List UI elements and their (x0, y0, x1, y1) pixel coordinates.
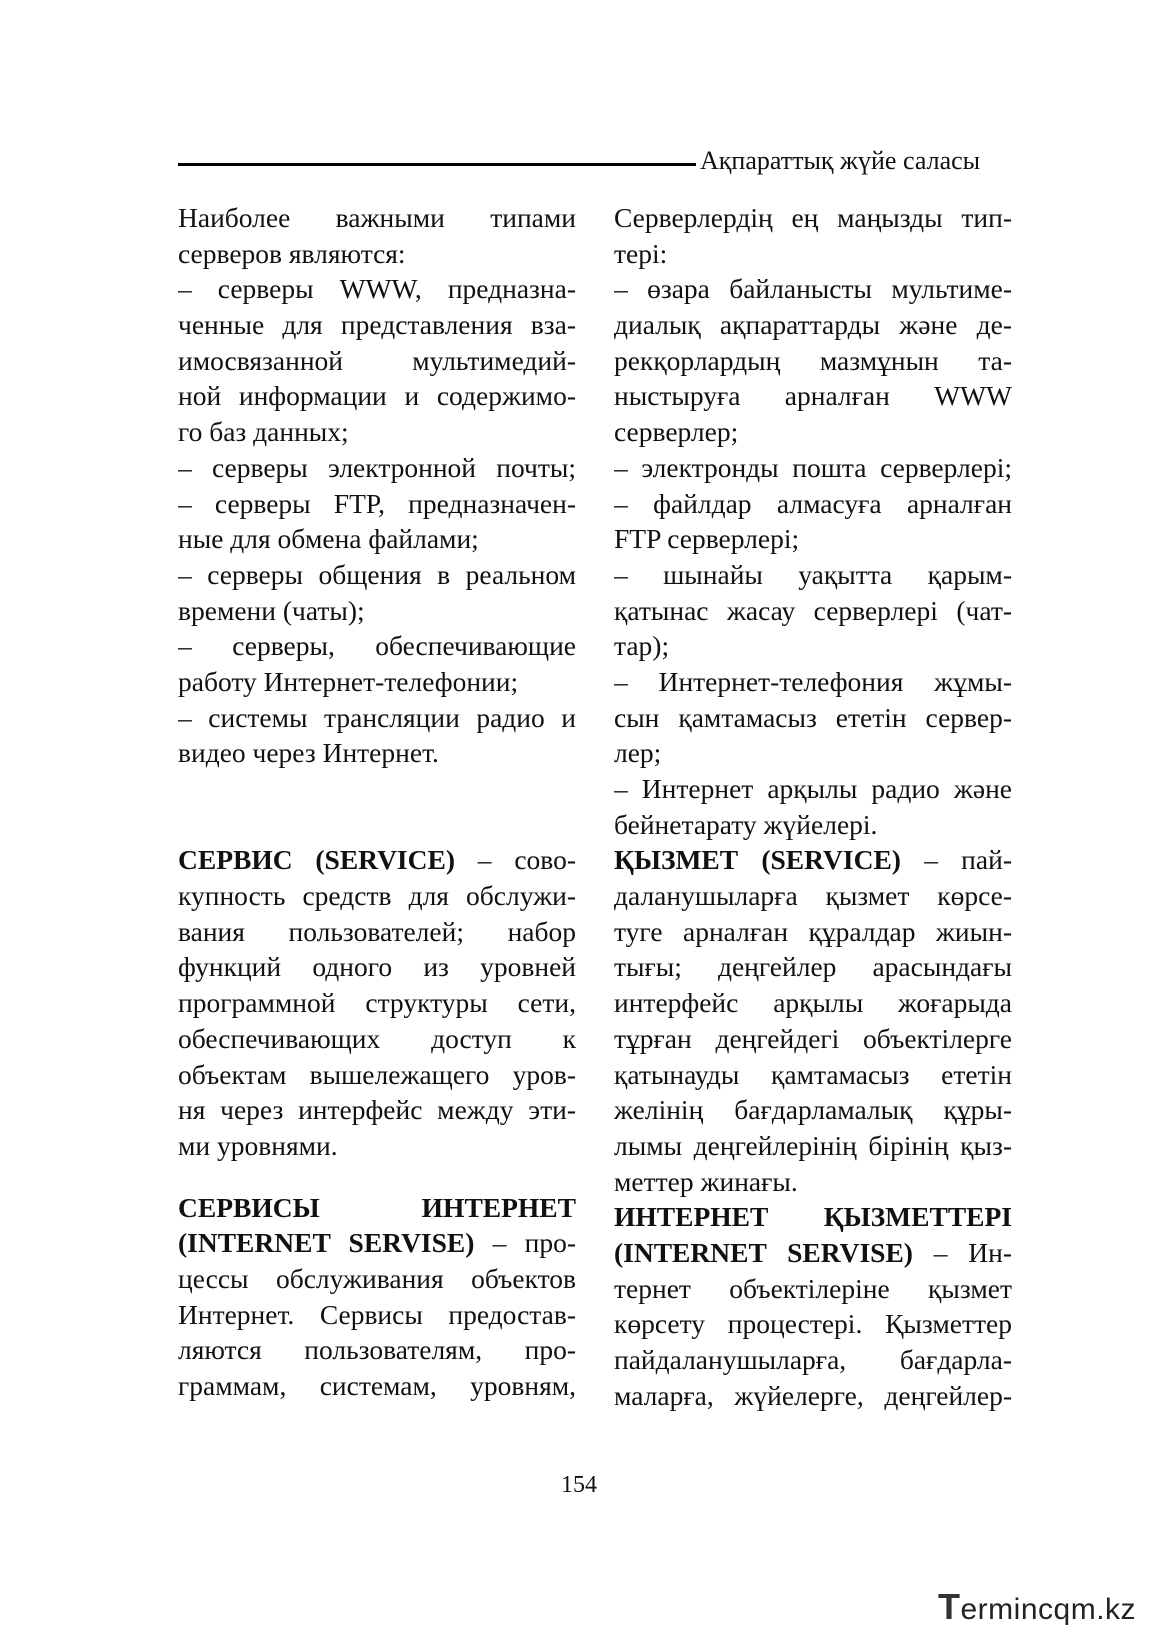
text-line: – Интернет-телефония жұмы- (614, 665, 1012, 697)
term-heading: (INTERNET SERVISE) (614, 1236, 913, 1268)
text-line: тар); (614, 630, 670, 662)
text-line: времени (чаты); (178, 594, 365, 626)
text-line: – серверы, обеспечивающие (178, 630, 576, 662)
left-column (178, 200, 576, 1404)
header-rule (178, 163, 696, 166)
text-line: тұрған деңгейдегі объектілерге (614, 1022, 1012, 1054)
text-line: серверов являются: (178, 237, 406, 269)
term-heading: ҚЫЗМЕТ (SERVICE) (614, 844, 901, 876)
term-heading: СЕРВИСЫ ИНТЕРНЕТ (178, 1191, 576, 1223)
page-number: 154 (561, 1472, 597, 1498)
left-service-entry (178, 842, 576, 1163)
text-line: функций одного из уровней (178, 951, 576, 983)
left-servers-paragraph (178, 200, 576, 771)
text-line: қатынас жасау серверлері (чат- (614, 594, 1012, 626)
text-line: сын қамтамасыз ететін сервер- (614, 701, 1012, 733)
text-line: қатынауды қамтамасыз ететін (614, 1058, 1012, 1090)
text-line: FTP серверлері; (614, 523, 800, 555)
text-line: бейнетарату жүйелері. (614, 808, 878, 840)
text-line: го баз данных; (178, 416, 349, 448)
text-line: видео через Интернет. (178, 737, 439, 769)
text-line: – системы трансляции радио и (178, 701, 576, 733)
text-line: – серверы электронной почты; (178, 451, 576, 483)
text-line: маларға, жүйелерге, деңгейлер- (614, 1379, 1012, 1411)
text-line: тығы; деңгейлер арасындағы (614, 951, 1012, 983)
text-line: лымы деңгейлерінің бірінің қыз- (614, 1129, 1012, 1161)
text-line: – шынайы уақытта қарым- (614, 558, 1012, 590)
text-line: – серверы FTP, предназначен- (178, 487, 576, 519)
term-heading: (INTERNET SERVISE) (178, 1227, 475, 1259)
text-line: (INTERNET SERVISE) – Ин- (614, 1236, 1012, 1268)
text-line: көрсету процестері. Қызметтер (614, 1308, 1012, 1340)
text-line: программной структуры сети, (178, 987, 576, 1019)
text-line: СЕРВИС (SERVICE) – сово- (178, 844, 576, 876)
text-line: – серверы общения в реальном (178, 558, 576, 590)
text-line: ные для обмена файлами; (178, 523, 479, 555)
text-line: меттер жинағы. (614, 1165, 798, 1197)
text-line: цессы обслуживания объектов (178, 1262, 576, 1294)
text-line: рекқорлардың мазмұнын та- (614, 344, 1012, 376)
text-line: интерфейс арқылы жоғарыда (614, 987, 1012, 1019)
right-servers-paragraph (614, 200, 1012, 842)
text-line: желінің бағдарламалық құры- (614, 1094, 1012, 1126)
text-line: Серверлердің ең маңызды тип- (614, 202, 1012, 233)
text-line: серверлер; (614, 416, 739, 448)
running-header: Ақпараттық жүйе саласы (700, 146, 981, 175)
text-line: пайдаланушыларға, бағдарла- (614, 1344, 1012, 1375)
text-line: купность средств для обслужи- (178, 880, 576, 912)
term-heading: СЕРВИС (SERVICE) (178, 844, 455, 876)
text-line: Наиболее важными типами (178, 202, 576, 233)
text-line: ченные для представления вза- (178, 309, 576, 341)
text-line: граммам, системам, уровням, (178, 1370, 576, 1401)
left-internet-services-entry (178, 1190, 576, 1404)
text-line: тері: (614, 237, 668, 269)
text-line: Интернет. Сервисы предостав- (178, 1298, 576, 1330)
right-service-entry (614, 842, 1012, 1199)
text-line: лер; (614, 737, 662, 769)
term-heading: ИНТЕРНЕТ ҚЫЗМЕТТЕРІ (614, 1201, 1012, 1233)
text-line: работу Интернет-телефонии; (178, 665, 519, 697)
text-line: (INTERNET SERVISE) – про- (178, 1227, 576, 1259)
right-column (614, 200, 1012, 1413)
text-line: даланушыларға қызмет көрсе- (614, 880, 1012, 912)
text-line: ныстыруға арналған WWW (614, 380, 1012, 412)
text-line: диалық ақпараттарды және де- (614, 309, 1012, 341)
text-line: тернет объектілеріне қызмет (614, 1272, 1012, 1304)
text-line: – электронды пошта серверлері; (614, 451, 1012, 483)
text-line: ня через интерфейс между эти- (178, 1094, 576, 1126)
text-line: ляются пользователям, про- (178, 1334, 576, 1366)
right-internet-services-entry (614, 1199, 1012, 1413)
site-logo: Termincqm.kz (938, 1586, 1137, 1627)
text-line: туге арналған құралдар жиын- (614, 915, 1012, 947)
text-line: ҚЫЗМЕТ (SERVICE) – пай- (614, 844, 1012, 876)
text-line: имосвязанной мультимедий- (178, 344, 576, 376)
text-line: обеспечивающих доступ к (178, 1022, 576, 1054)
text-line: ной информации и содержимо- (178, 380, 576, 412)
text-line: вания пользователей; набор (178, 915, 576, 947)
text-line: ми уровнями. (178, 1129, 338, 1161)
text-line: – файлдар алмасуға арналған (614, 487, 1012, 519)
text-line: – серверы WWW, предназна- (178, 273, 576, 305)
text-line: – Интернет арқылы радио және (614, 773, 1012, 804)
text-line: – өзара байланысты мультиме- (614, 273, 1012, 305)
text-line: объектам вышележащего уров- (178, 1058, 576, 1090)
